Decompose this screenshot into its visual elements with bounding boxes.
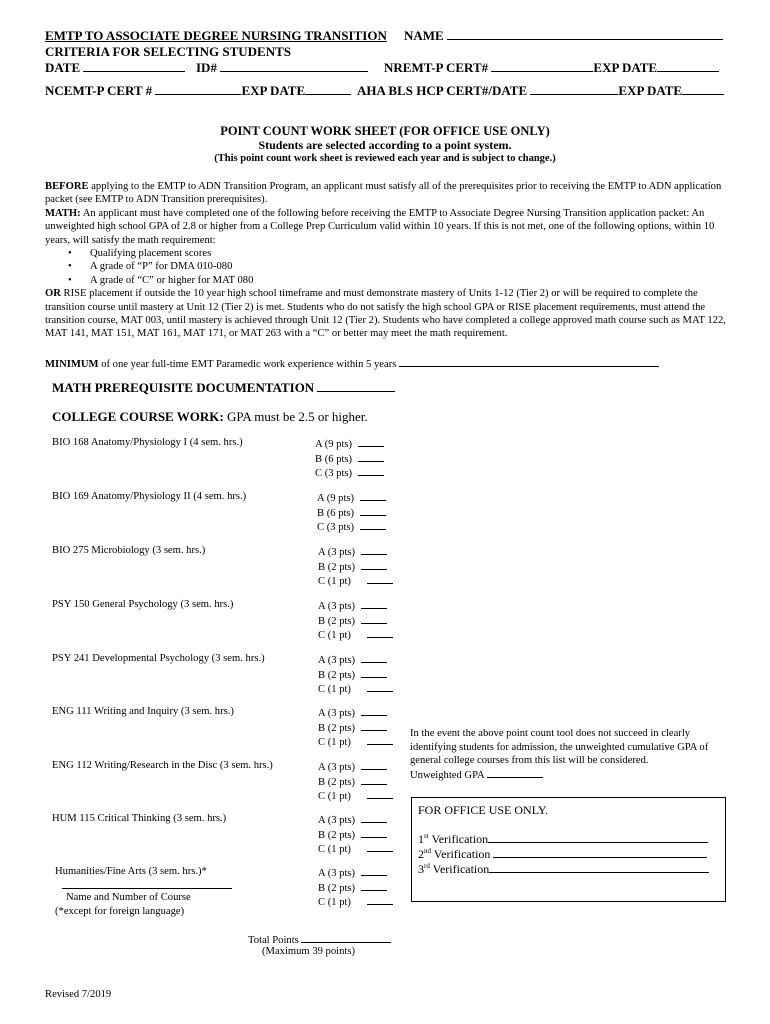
grade-a-blank[interactable] (361, 599, 387, 609)
gpa-note (410, 727, 708, 782)
max-points-note: (Maximum 39 points) (262, 946, 355, 957)
grade-c-blank[interactable] (367, 842, 393, 852)
grade-c: C (1 pt) (318, 684, 351, 695)
grade-c-blank[interactable] (367, 735, 393, 745)
grade-b: B (2 pts) (318, 776, 356, 788)
verification-number: 2 (418, 847, 424, 861)
grade-options (317, 491, 386, 535)
grade-c-blank[interactable] (367, 682, 393, 692)
grade-b-blank[interactable] (361, 560, 387, 570)
grade-c-blank[interactable] (358, 466, 384, 476)
math-options-list (45, 247, 735, 287)
grade-options (318, 866, 393, 910)
grade-options (318, 813, 393, 857)
grade-b-blank[interactable] (360, 506, 386, 516)
grade-b: B (6 pts) (317, 507, 355, 519)
grade-c: C (1 pt) (318, 737, 351, 748)
grade-c: C (3 pts) (317, 522, 355, 533)
course-name: Humanities/Fine Arts (3 sem. hrs.)* (55, 866, 207, 877)
grade-a: A (9 pts) (317, 493, 355, 504)
grade-b: B (2 pts) (318, 561, 356, 573)
office-use-box (411, 797, 726, 902)
grade-b-blank[interactable] (361, 828, 387, 838)
grade-c-blank[interactable] (367, 789, 393, 799)
verification-number: 3 (418, 862, 424, 876)
grade-b-blank[interactable] (361, 775, 387, 785)
grade-c: C (1 pt) (318, 630, 351, 641)
before-bold: BEFORE (45, 181, 89, 192)
minimum-bold: MINIMUM (45, 359, 99, 370)
grade-a: A (3 pts) (318, 762, 356, 773)
grade-c-blank[interactable] (367, 574, 393, 584)
course-name: BIO 169 Anatomy/Physiology II (4 sem. hrs.) (52, 491, 247, 502)
ncemt-exp-field[interactable] (305, 83, 351, 95)
grade-c: C (3 pts) (315, 468, 353, 479)
grade-options (318, 706, 393, 750)
ncemt-label: NCEMT-P CERT # (45, 83, 153, 98)
list-item: • Qualifying placement scores (45, 247, 735, 260)
grade-b: B (2 pts) (318, 882, 356, 894)
ncemt-field[interactable] (155, 83, 241, 95)
grade-a-blank[interactable] (361, 813, 387, 823)
aha-field[interactable] (530, 83, 618, 95)
grade-c-blank[interactable] (367, 628, 393, 638)
verification-1-field[interactable] (488, 833, 708, 843)
grade-c: C (1 pt) (318, 844, 351, 855)
worksheet-note: (This point count work sheet is reviewed each year and is subject to change.) (214, 153, 556, 164)
grade-b-blank[interactable] (361, 881, 387, 891)
course-name: PSY 241 Developmental Psychology (3 sem. hrs.) (52, 653, 265, 664)
math-bold: MATH: (45, 207, 81, 219)
or-bold: OR (45, 288, 61, 300)
grade-b-blank[interactable] (358, 452, 384, 462)
minimum-body: of one year full-time EMT Paramedic work experience within 5 years (98, 359, 397, 370)
grade-a: A (3 pts) (318, 601, 356, 612)
grade-b: B (6 pts) (315, 453, 353, 465)
verification-label: Verification (431, 847, 491, 861)
verification-label: Verification (429, 862, 490, 876)
worksheet-title: POINT COUNT WORK SHEET (FOR OFFICE USE ONLY) (220, 124, 550, 138)
gpa-note-line: In the event the above point count tool does not succeed in clearly (410, 728, 691, 739)
grade-b-blank[interactable] (361, 668, 387, 678)
grade-b-blank[interactable] (361, 721, 387, 731)
grade-a: A (3 pts) (318, 655, 356, 666)
grade-a: A (9 pts) (315, 439, 353, 450)
grade-a-blank[interactable] (360, 491, 386, 501)
total-points-field[interactable] (301, 933, 391, 943)
verification-2-field[interactable] (493, 848, 707, 858)
grade-c-blank[interactable] (367, 895, 393, 905)
course-name: BIO 168 Anatomy/Physiology I (4 sem. hrs.) (52, 437, 243, 448)
grade-c: C (1 pt) (318, 791, 351, 802)
math-prereq-field[interactable] (317, 380, 395, 392)
minimum-text (45, 357, 735, 371)
aha-exp-field[interactable] (682, 83, 724, 95)
nremt-label: NREMT-P CERT# (384, 60, 489, 75)
form-title: EMTP TO ASSOCIATE DEGREE NURSING TRANSITION (45, 28, 387, 43)
unweighted-gpa-label: Unweighted GPA (410, 769, 485, 781)
verification-suffix: nd (424, 847, 431, 855)
worksheet-subtitle: Students are selected according to a point system. (258, 138, 512, 152)
grade-a-blank[interactable] (358, 437, 384, 447)
criteria-heading: CRITERIA FOR SELECTING STUDENTS (45, 44, 291, 59)
course-name: HUM 115 Critical Thinking (3 sem. hrs.) (52, 813, 227, 824)
verification-label: Verification (428, 832, 489, 846)
course-name: BIO 275 Microbiology (3 sem. hrs.) (52, 545, 206, 556)
total-points-label: Total Points (248, 935, 299, 946)
name-label: NAME (404, 28, 444, 43)
grade-options (318, 545, 393, 589)
grade-b: B (2 pts) (318, 669, 356, 681)
grade-c: C (1 pt) (318, 576, 351, 587)
office-use-title: FOR OFFICE USE ONLY. (418, 803, 548, 817)
course-name: ENG 112 Writing/Research in the Disc (3 sem. hrs.) (52, 760, 273, 771)
grade-b: B (2 pts) (318, 829, 356, 841)
grade-options (318, 760, 393, 804)
ncemt-exp-label: EXP DATE (241, 83, 306, 98)
revision-date: Revised 7/2019 (45, 989, 112, 1000)
grade-options (315, 437, 384, 481)
grade-a: A (3 pts) (318, 547, 356, 558)
course-name: ENG 111 Writing and Inquiry (3 sem. hrs.) (52, 706, 234, 717)
grade-a-blank[interactable] (361, 653, 387, 663)
humanities-exception: (*except for foreign language) (55, 906, 185, 917)
grade-a-blank[interactable] (361, 760, 387, 770)
math-prereq-label: MATH PREREQUISITE DOCUMENTATION (52, 380, 315, 395)
id-field[interactable] (220, 60, 368, 72)
gpa-note-line: general college courses from this list will be considered. (410, 755, 649, 766)
nremt-exp-field[interactable] (657, 60, 719, 72)
grade-b-blank[interactable] (361, 614, 387, 624)
math-text: An applicant must have completed one of the following before receiving the EMTP to Associate Degree Nursing Transition application packet: An unweighted high school GPA of 2.8 or higher from a College Prep Curriculum valid within 10 years. If this is not met, one of the following options, within 10 years, will satisfy the math requirement: (45, 207, 715, 246)
grade-b: B (2 pts) (318, 722, 356, 734)
grade-options (318, 599, 393, 643)
list-item: • A grade of “P” for DMA 010-080 (45, 260, 735, 273)
grade-b: B (2 pts) (318, 615, 356, 627)
college-work-bold: COLLEGE COURSE WORK: (52, 409, 224, 424)
grade-a-blank[interactable] (361, 545, 387, 555)
aha-exp-label: EXP DATE (618, 83, 683, 98)
humanities-note: Name and Number of Course (66, 892, 191, 903)
nremt-exp-label: EXP DATE (593, 60, 658, 75)
grade-a: A (3 pts) (318, 708, 356, 719)
gpa-note-line: identifying students for admission, the unweighted cumulative GPA of (410, 741, 709, 753)
list-item: • A grade of “C” or higher for MAT 080 (45, 274, 735, 287)
name-field[interactable] (447, 28, 723, 40)
id-label: ID# (196, 60, 217, 75)
college-work-text: GPA must be 2.5 or higher. (223, 409, 368, 424)
grade-c: C (1 pt) (318, 897, 351, 908)
or-text: RISE placement if outside the 10 year high school timeframe and must demonstrate mastery of Units 1-12 (Tier 2) or will be required to complete the transition course until mastery at Unit 12 (Tier 2) is met. Students who do not satisfy the high school GPA or RISE placement requirements, must attend the transition course, MAT 003, until mastery is achieved through Unit 12 (Tier 2). Students who have completed a college approved math course such as MAT 122, MAT 141, MAT 151, MAT 161, MAT 171, or MAT 263 with a “C” or better may meet the math requirement. (45, 288, 726, 340)
grade-a: A (3 pts) (318, 815, 356, 826)
grade-a-blank[interactable] (361, 706, 387, 716)
nremt-field[interactable] (491, 60, 593, 72)
before-text: applying to the EMTP to ADN Transition Program, an applicant must satisfy all of the prerequisites prior to receiving the EMTP to ADN application packet (see EMTP to ADN Transition prerequisites). (45, 181, 722, 206)
experience-field[interactable] (399, 357, 659, 367)
date-label: DATE (45, 60, 81, 75)
humanities-course-field[interactable] (62, 888, 232, 889)
grade-options (318, 653, 393, 697)
verification-3-field[interactable] (489, 863, 709, 873)
requirements-text (45, 180, 735, 341)
course-name: PSY 150 General Psychology (3 sem. hrs.) (52, 599, 234, 610)
verification-suffix: st (424, 832, 429, 840)
aha-label: AHA BLS HCP CERT#/DATE (357, 83, 528, 98)
grade-c-blank[interactable] (360, 520, 386, 530)
verification-suffix: rd (424, 862, 430, 870)
date-field[interactable] (83, 60, 185, 72)
grade-a: A (3 pts) (318, 868, 356, 879)
unweighted-gpa-field[interactable] (487, 768, 543, 778)
grade-a-blank[interactable] (361, 866, 387, 876)
verification-number: 1 (418, 832, 424, 846)
